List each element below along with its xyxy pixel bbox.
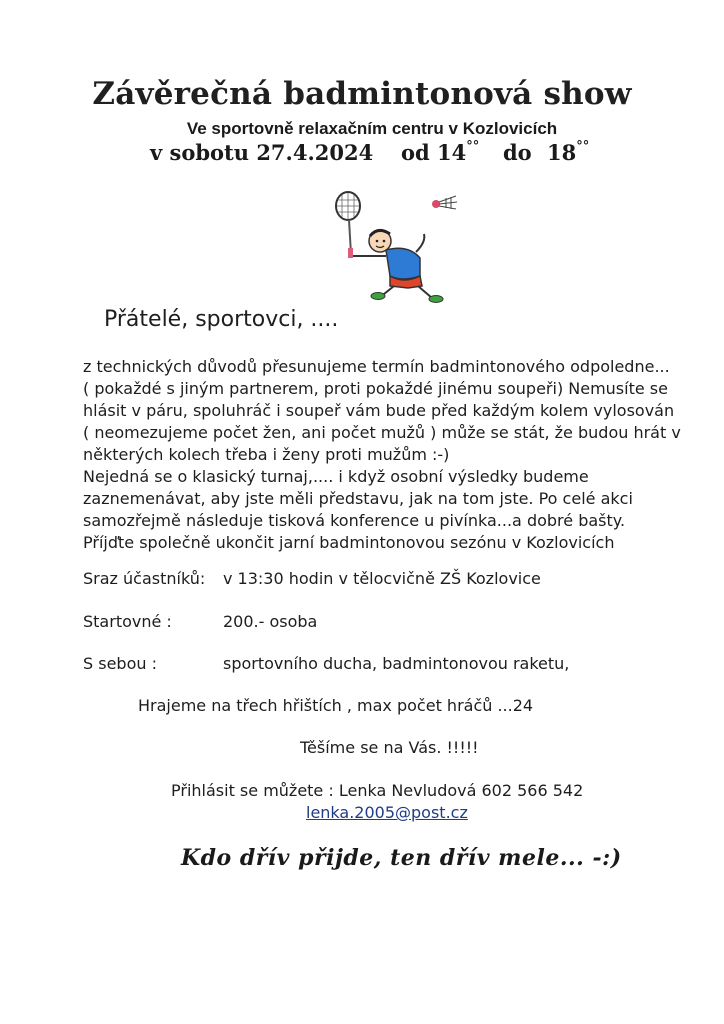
fee-value: 200.- osoba	[223, 612, 318, 631]
body-line: samozřejmě následuje tisková konference u pivínka...a dobré bašty.	[83, 511, 626, 530]
shuttlecock-icon	[432, 196, 457, 209]
time-from	[401, 140, 479, 165]
meet-label: Sraz účastníků:	[83, 569, 206, 588]
email-link[interactable]: lenka.2005@post.cz	[306, 803, 468, 822]
body-line: ( pokaždé s jiným partnerem, proti pokaždé jinému soupeři) Nemusíte se	[83, 379, 668, 398]
poster-title: Závěrečná badmintonová show	[92, 76, 632, 112]
poster-subtitle: Ve sportovně relaxačním centru v Kozlovicích	[186, 119, 558, 138]
courts-line: Hrajeme na třech hřištích , max počet hráčů ...24	[138, 696, 534, 715]
event-date: v sobotu 27.4.2024	[150, 140, 374, 165]
badminton-player-illustration	[328, 186, 462, 306]
looking-forward: Těšíme se na Vás. !!!!!	[300, 738, 479, 757]
time-from-label: od 14	[401, 140, 467, 165]
time-to	[547, 140, 589, 165]
time-from-sup: °°	[466, 139, 480, 154]
body-line: některých kolech třeba i ženy proti mužům :-)	[83, 445, 450, 464]
bring-label: S sebou :	[83, 654, 157, 673]
signup-line: Přihlásit se můžete : Lenka Nevludová 602 566 542	[171, 781, 584, 800]
body-line: Příjďte společně ukončit jarní badmintonovou sezónu v Kozlovicích	[83, 533, 615, 552]
body-paragraph	[83, 356, 683, 554]
closing-slogan: Kdo dřív přijde, ten dřív mele... -:)	[181, 845, 622, 871]
body-line: z technických důvodů přesunujeme termín badmintonového odpoledne...	[83, 357, 670, 376]
fee-label: Startovné :	[83, 612, 172, 631]
event-date-line	[0, 140, 724, 170]
body-line: ( neomezujeme počet žen, ani počet mužů ) může se stát, že budou hrát v	[83, 423, 681, 442]
bring-value: sportovního ducha, badmintonovou raketu,	[223, 654, 570, 673]
body-line: Nejedná se o klasický turnaj,.... i když osobní výsledky budeme	[83, 467, 589, 486]
time-to-value: 18	[547, 140, 577, 165]
body-line: zaznemenávat, aby jste měli představu, jak na tom jste. Po celé akci	[83, 489, 633, 508]
time-to-label: do	[503, 140, 532, 165]
time-to-sup: °°	[576, 139, 590, 154]
racket-icon	[336, 192, 360, 258]
body-line: hlásit v páru, spoluhráč i soupeř vám bude před každým kolem vylosován	[83, 401, 675, 420]
greeting: Přátelé, sportovci, ....	[104, 307, 339, 332]
meet-value: v 13:30 hodin v tělocvičně ZŠ Kozlovice	[223, 569, 541, 588]
